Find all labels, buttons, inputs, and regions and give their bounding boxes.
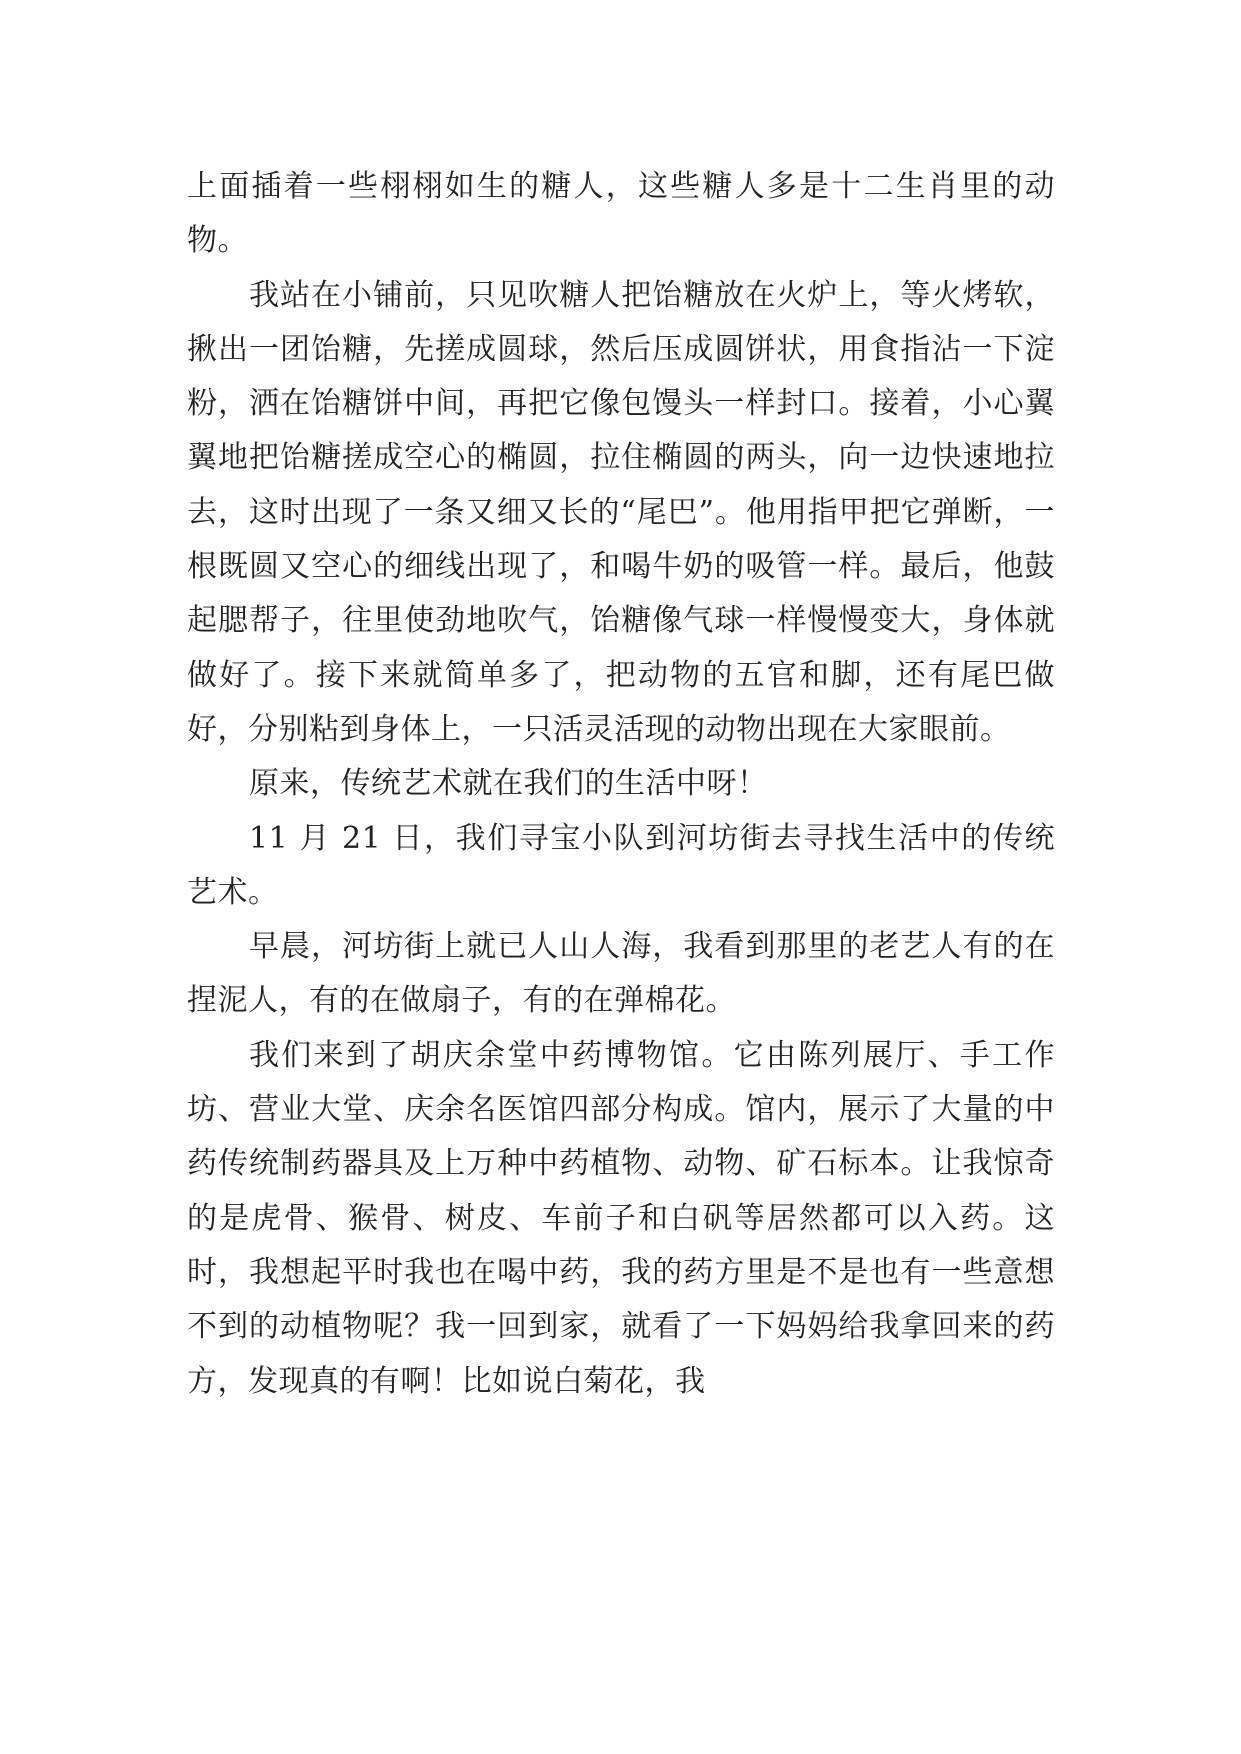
paragraph-4: 11 月 21 日，我们寻宝小队到河坊街去寻找生活中的传统艺术。 [187, 820, 1055, 910]
document-body [187, 160, 1055, 1409]
paragraph-5: 早晨，河坊街上就已人山人海，我看到那里的老艺人有的在捏泥人，有的在做扇子，有的在弹棉花。 [187, 929, 1055, 1019]
paragraph-2: 我站在小铺前，只见吹糖人把饴糖放在火炉上，等火烤软，揪出一团饴糖，先搓成圆球，然后压成圆饼状，用食指沾一下淀粉，洒在饴糖饼中间，再把它像包馒头一样封口。接着，小心翼翼地把饴糖搓成空心的椭圆，拉住椭圆的两头，向一边快速地拉去，这时出现了一条又细又长的“尾巴”。他用指甲把它弹断，一根既圆又空心的细线出现了，和喝牛奶的吸管一样。最后，他鼓起腮帮子，往里使劲地吹气，饴糖像气球一样慢慢变大，身体就做好了。接下来就简单多了，把动物的五官和脚，还有尾巴做好，分别粘到身体上，一只活灵活现的动物出现在大家眼前。 [187, 277, 1055, 747]
paragraph-1: 上面插着一些栩栩如生的糖人，这些糖人多是十二生肖里的动物。 [187, 169, 1055, 259]
paragraph-6: 我们来到了胡庆余堂中药博物馆。它由陈列展厅、手工作坊、营业大堂、庆余名医馆四部分构成。馆内，展示了大量的中药传统制药器具及上万种中药植物、动物、矿石标本。让我惊奇的是虎骨、猴骨、树皮、车前子和白矾等居然都可以入药。这时，我想起平时我也在喝中药，我的药方里是不是也有一些意想不到的动植物呢？我一回到家，就看了一下妈妈给我拿回来的药方，发现真的有啊！比如说白菊花，我 [187, 1037, 1055, 1399]
paragraph-3: 原来，传统艺术就在我们的生活中呀！ [249, 766, 768, 802]
